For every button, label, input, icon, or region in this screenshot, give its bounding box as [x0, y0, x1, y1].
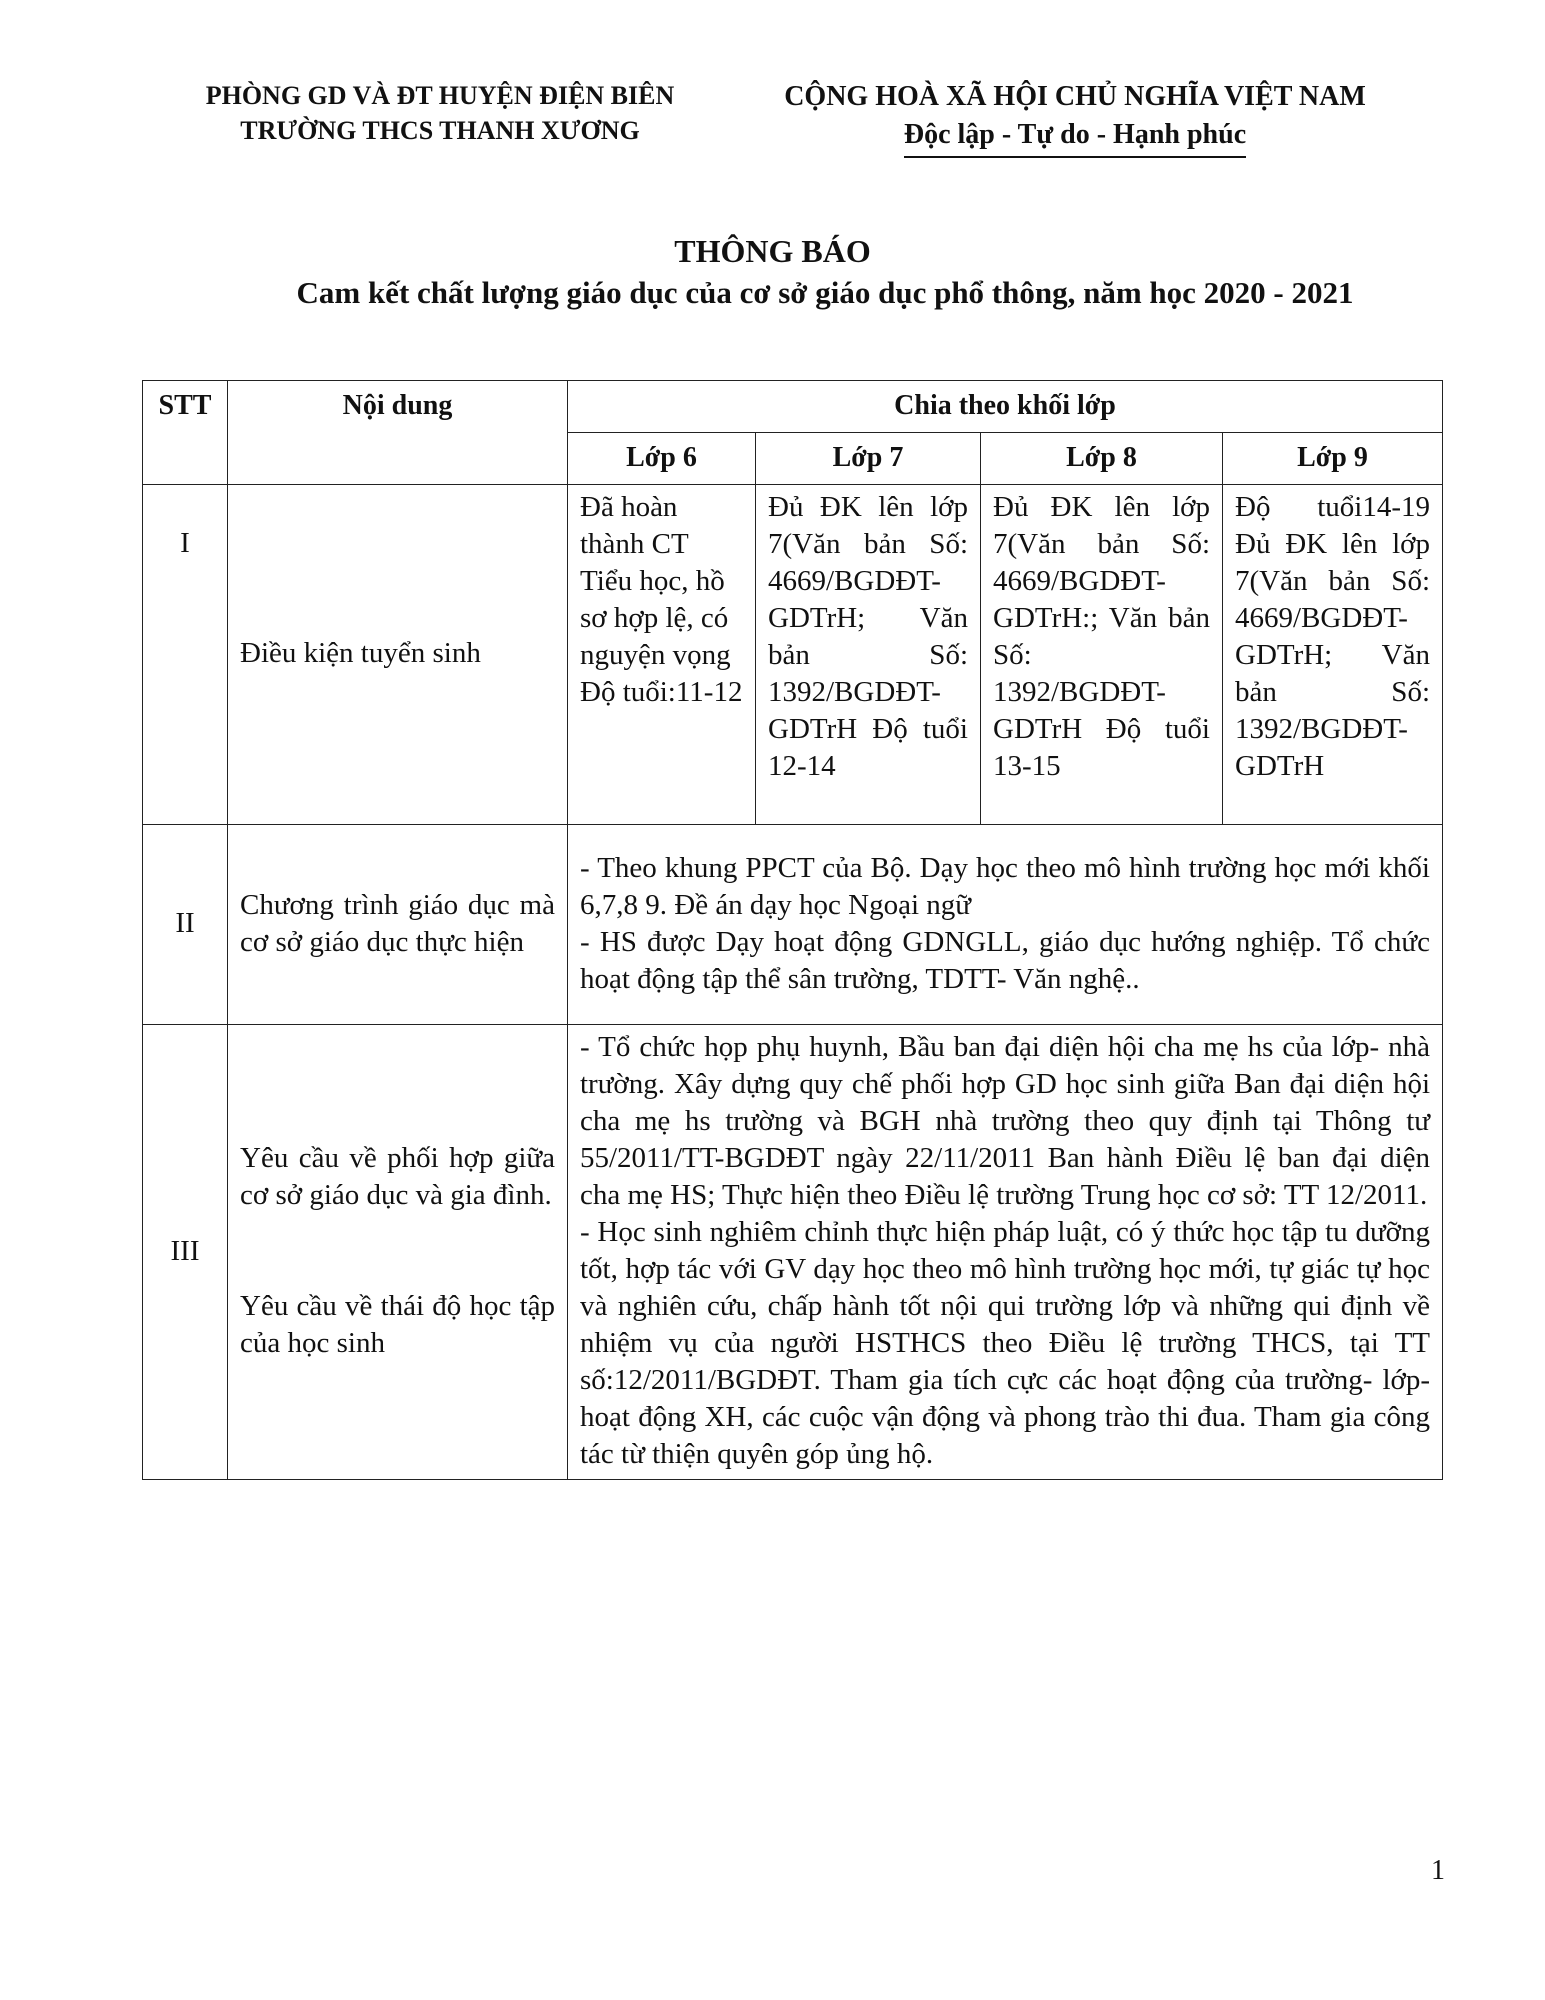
document-title: THÔNG BÁO	[674, 233, 871, 269]
header-content: Nội dung	[228, 381, 568, 485]
document-subtitle: Cam kết chất lượng giáo dục của cơ sở giáo dục phổ thông, năm học 2020 - 2021	[296, 275, 1354, 310]
row-stt: I	[143, 485, 228, 825]
row-merged-cell	[568, 1025, 1443, 1480]
row-stt: III	[143, 1025, 228, 1480]
national-motto-block	[745, 78, 1405, 158]
table-row	[143, 485, 1443, 825]
row-merged-text-2: - Học sinh nghiêm chỉnh thực hiện pháp luật, có ý thức học tập tu dưỡng tốt, hợp tác với GV dạy học theo mô hình trường học mới, tự giác tự học và nghiên cứu, chấp hành tốt nội qui trường lớp và những qui định về nhiệm vụ của người HSTHCS theo Điều lệ trường THCS, tại TT số:12/2011/BGDĐT. Tham gia tích cực các hoạt động của trường- lớp- hoạt động XH, các cuộc vận động và phong trào thi đua. Tham gia công tác từ thiện quyên góp ủng hộ.	[580, 1216, 1430, 1470]
issuing-agency-block	[150, 78, 730, 148]
row-merged-cell	[568, 825, 1443, 1025]
table-header-row	[143, 381, 1443, 433]
national-name: CỘNG HOÀ XÃ HỘI CHỦ NGHĨA VIỆT NAM	[784, 81, 1366, 112]
header-grade-group: Chia theo khối lớp	[568, 381, 1443, 433]
row-merged-text-2: - HS được Dạy hoạt động GDNGLL, giáo dục hướng nghiệp. Tổ chức hoạt động tập thể sân trường, TDTT- Văn nghệ..	[580, 925, 1430, 995]
header-stt: STT	[143, 381, 228, 485]
row-content: Yêu cầu về phối hợp giữa cơ sở giáo dục và gia đình.	[240, 1142, 555, 1211]
row-grade-9-cell: Độ tuổi14-19 Đủ ĐK lên lớp 7(Văn bản Số: 4669/BGDĐT-GDTrH; Văn bản Số: 1392/BGDĐT-GDTrH	[1223, 485, 1443, 825]
row-content-cell	[228, 1025, 568, 1480]
header-grade-9: Lớp 9	[1223, 433, 1443, 485]
row-grade-7-cell: Đủ ĐK lên lớp 7(Văn bản Số: 4669/BGDĐT-GDTrH; Văn bản Số: 1392/BGDĐT-GDTrH Độ tuổi 12-14	[756, 485, 981, 825]
row-content: Điều kiện tuyển sinh	[228, 485, 568, 825]
row-content: Chương trình giáo dục mà cơ sở giáo dục thực hiện	[228, 825, 568, 1025]
national-motto: Độc lập - Tự do - Hạnh phúc	[904, 116, 1246, 158]
issuing-agency-line2: TRƯỜNG THCS THANH XƯƠNG	[240, 116, 640, 145]
row-merged-text: - Theo khung PPCT của Bộ. Dạy học theo mô hình trường học mới khối 6,7,8 9. Đề án dạy học Ngoại ngữ	[580, 851, 1430, 921]
row-content-2: Yêu cầu về thái độ học tập của học sinh	[240, 1290, 555, 1359]
table-row	[143, 825, 1443, 1025]
issuing-agency-line1: PHÒNG GD VÀ ĐT HUYỆN ĐIỆN BIÊN	[205, 81, 675, 110]
page-number: 1	[1431, 1855, 1445, 1886]
table-row	[143, 1025, 1443, 1480]
row-merged-text: - Tổ chức họp phụ huynh, Bầu ban đại diện hội cha mẹ hs của lớp- nhà trường. Xây dựng quy chế phối hợp GD học sinh giữa Ban đại diện hội cha mẹ hs trường và BGH nhà trường theo quy định tại Thông tư 55/2011/TT-BGDĐT ngày 22/11/2011 Ban hành Điều lệ ban đại diện cha mẹ HS; Thực hiện theo Điều lệ trường Trung học cơ sở: TT 12/2011.	[580, 1031, 1430, 1211]
commitment-table	[142, 380, 1443, 1480]
row-stt: II	[143, 825, 228, 1025]
header-grade-6: Lớp 6	[568, 433, 756, 485]
row-grade-8-cell: Đủ ĐK lên lớp 7(Văn bản Số: 4669/BGDĐT-GDTrH:; Văn bản Số: 1392/BGDĐT-GDTrH Độ tuổi 13-15	[981, 485, 1223, 825]
row-grade-6-cell: Đã hoàn thành CT Tiểu học, hồ sơ hợp lệ, có nguyện vọng Độ tuổi:11-12	[568, 485, 756, 825]
header-grade-7: Lớp 7	[756, 433, 981, 485]
header-grade-8: Lớp 8	[981, 433, 1223, 485]
